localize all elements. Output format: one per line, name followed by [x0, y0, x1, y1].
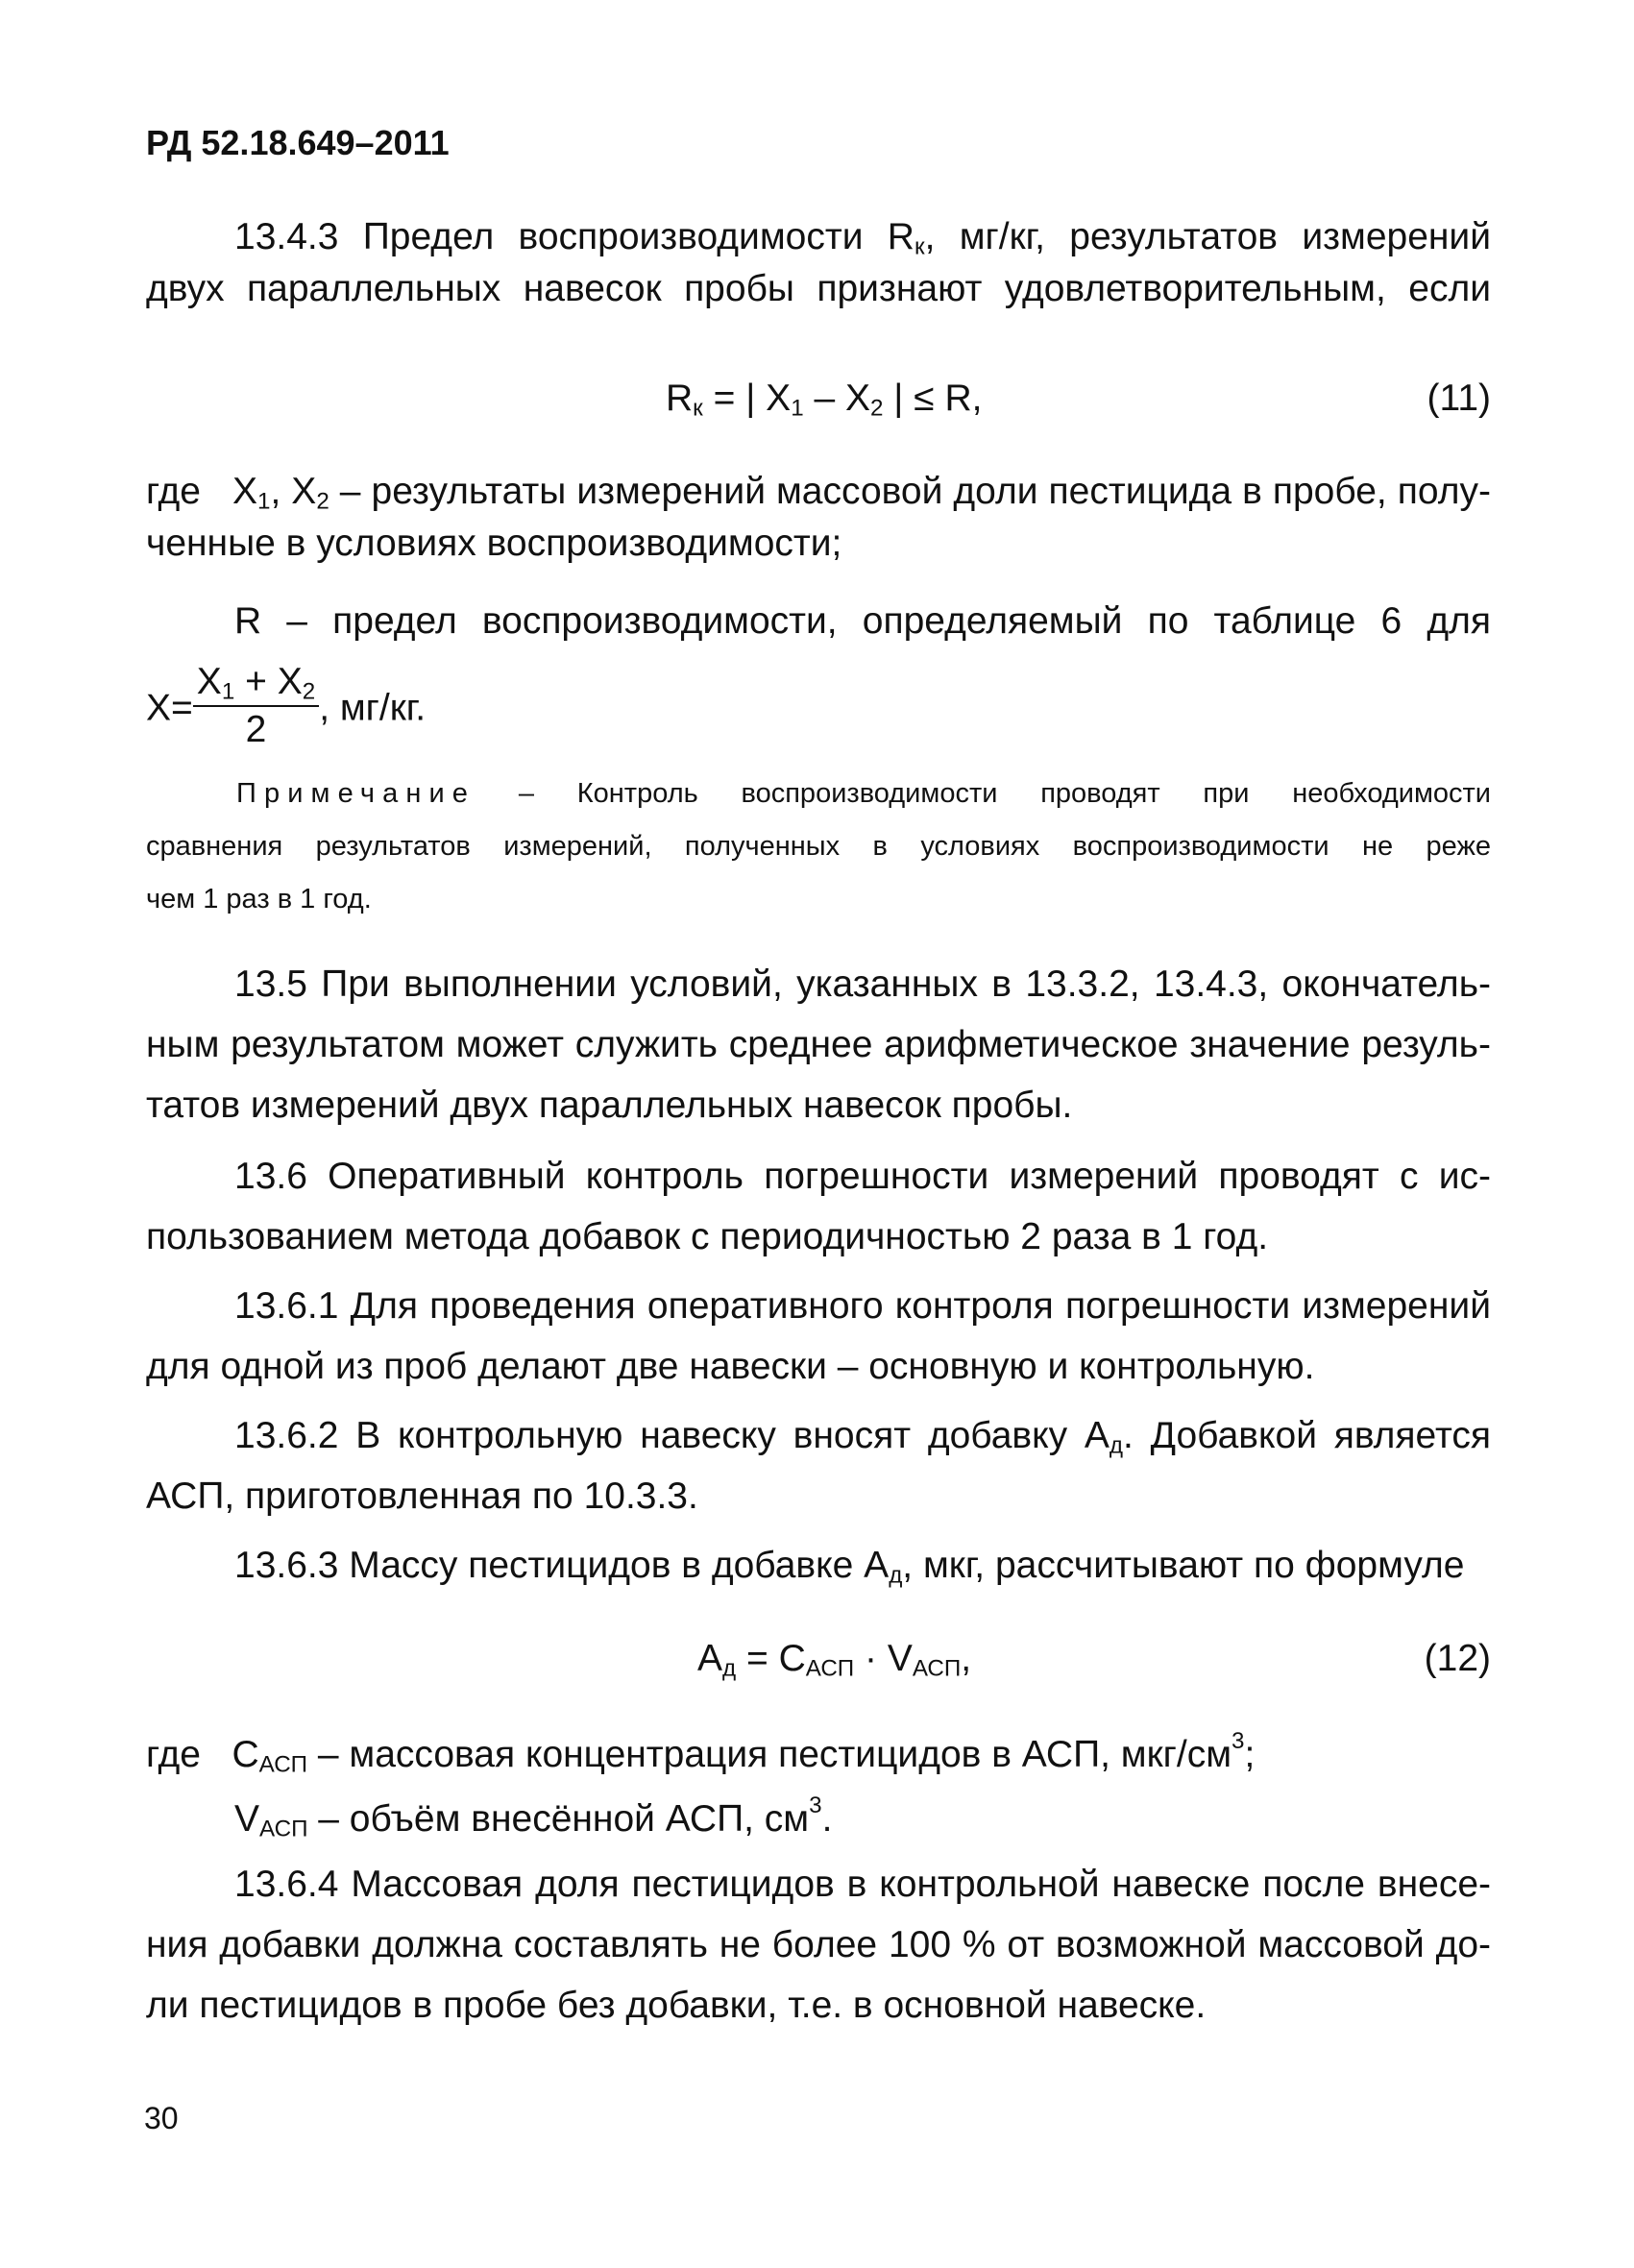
- paragraph-line: 13.4.3 Предел воспроизводимости $R_к$, мг/кг, результатов измерений: [234, 216, 1491, 260]
- paragraph-line: 13.6.2 В контрольную навеску вносят добавку $А_д$. Добавкой является: [234, 1415, 1491, 1459]
- paragraph-line: сравнения результатов измерений, полученных в условиях воспроизводимости не реже: [146, 831, 1491, 862]
- paragraph-line: 13.5 При выполнении условий, указанных в 13.3.2, 13.4.3, окончатель-: [234, 963, 1491, 1005]
- equation-12: $А_д = C_{АСП} \cdot V_{АСП}$,: [697, 1638, 972, 1682]
- paragraph-line: ния добавки должна составлять не более 100 % от возможной массовой до-: [146, 1924, 1491, 1965]
- page-number: 30: [144, 2101, 179, 2135]
- paragraph-13-5: [146, 963, 1491, 1127]
- paragraph-line: R – предел воспроизводимости, определяемый по таблице 6 для: [234, 600, 1491, 642]
- paragraph-line: пользованием метода добавок с периодичностью 2 раза в 1 год.: [146, 1216, 1269, 1257]
- paragraph-13-6-3: 13.6.3 Массу пестицидов в добавке $А_д$, мкг, рассчитывают по формуле: [234, 1545, 1465, 1589]
- paragraph-line: где $X_1$, $X_2$ – результаты измерений массовой доли пестицида в пробе, полу-: [146, 471, 1491, 515]
- equation-11: $R_к$ = | $X_1 - X_2$ | ≤ R,: [666, 378, 983, 422]
- fraction: $\frac{X_1 + X_2}{2}$: [193, 661, 319, 751]
- paragraph-13-6-4: [146, 1864, 1491, 2027]
- where-block-11: [146, 471, 1491, 565]
- paragraph-line: ным результатом может служить среднее арифметическое значение резуль-: [146, 1024, 1491, 1065]
- paragraph-13-6-2: [146, 1415, 1491, 1518]
- r-definition: [146, 600, 1491, 643]
- paragraph-line: 13.6 Оперативный контроль погрешности измерений проводят с ис-: [234, 1156, 1491, 1197]
- paragraph-line: АСП, приготовленная по 10.3.3.: [146, 1475, 698, 1517]
- paragraph-line: Примечание – Контроль воспроизводимости проводят при необходимости: [236, 778, 1492, 809]
- c-asp-definition: где $C_{АСП}$ – массовая концентрация пестицидов в АСП, мкг/$см^3$;: [146, 1728, 1256, 1778]
- paragraph-line: 13.6.4 Массовая доля пестицидов в контрольной навеске после внесе-: [234, 1864, 1491, 1905]
- paragraph-line: ли пестицидов в пробе без добавки, т.е. в основной навеске.: [146, 1985, 1207, 2026]
- paragraph-13-4-3: [146, 216, 1491, 310]
- doc-code-header: РД 52.18.649–2011: [146, 123, 450, 162]
- paragraph-13-6: [146, 1156, 1491, 1258]
- paragraph-line: ченные в условиях воспроизводимости;: [146, 523, 842, 564]
- paragraph-line: для одной из проб делают две навески – основную и контрольную.: [146, 1346, 1315, 1387]
- paragraph-13-6-1: [146, 1285, 1491, 1388]
- paragraph-line: татов измерений двух параллельных навесок пробы.: [146, 1085, 1073, 1126]
- x-mean-formula: X= $\frac{X_1 + X_2}{2}$ , мг/кг.: [146, 661, 427, 750]
- equation-number-11: (11): [1427, 378, 1491, 419]
- note-label: Примечание: [236, 778, 476, 809]
- paragraph-line: чем 1 раз в 1 год.: [146, 884, 372, 915]
- note-block: [146, 778, 1491, 915]
- paragraph-line: 13.6.1 Для проведения оперативного контроля погрешности измерений: [234, 1285, 1491, 1327]
- equation-number-12: (12): [1424, 1638, 1491, 1679]
- v-asp-definition: $V_{АСП}$ – объём внесённой АСП, $см^3$.: [234, 1792, 833, 1842]
- paragraph-line: двух параллельных навесок пробы признают удовлетворительным, если: [146, 268, 1491, 309]
